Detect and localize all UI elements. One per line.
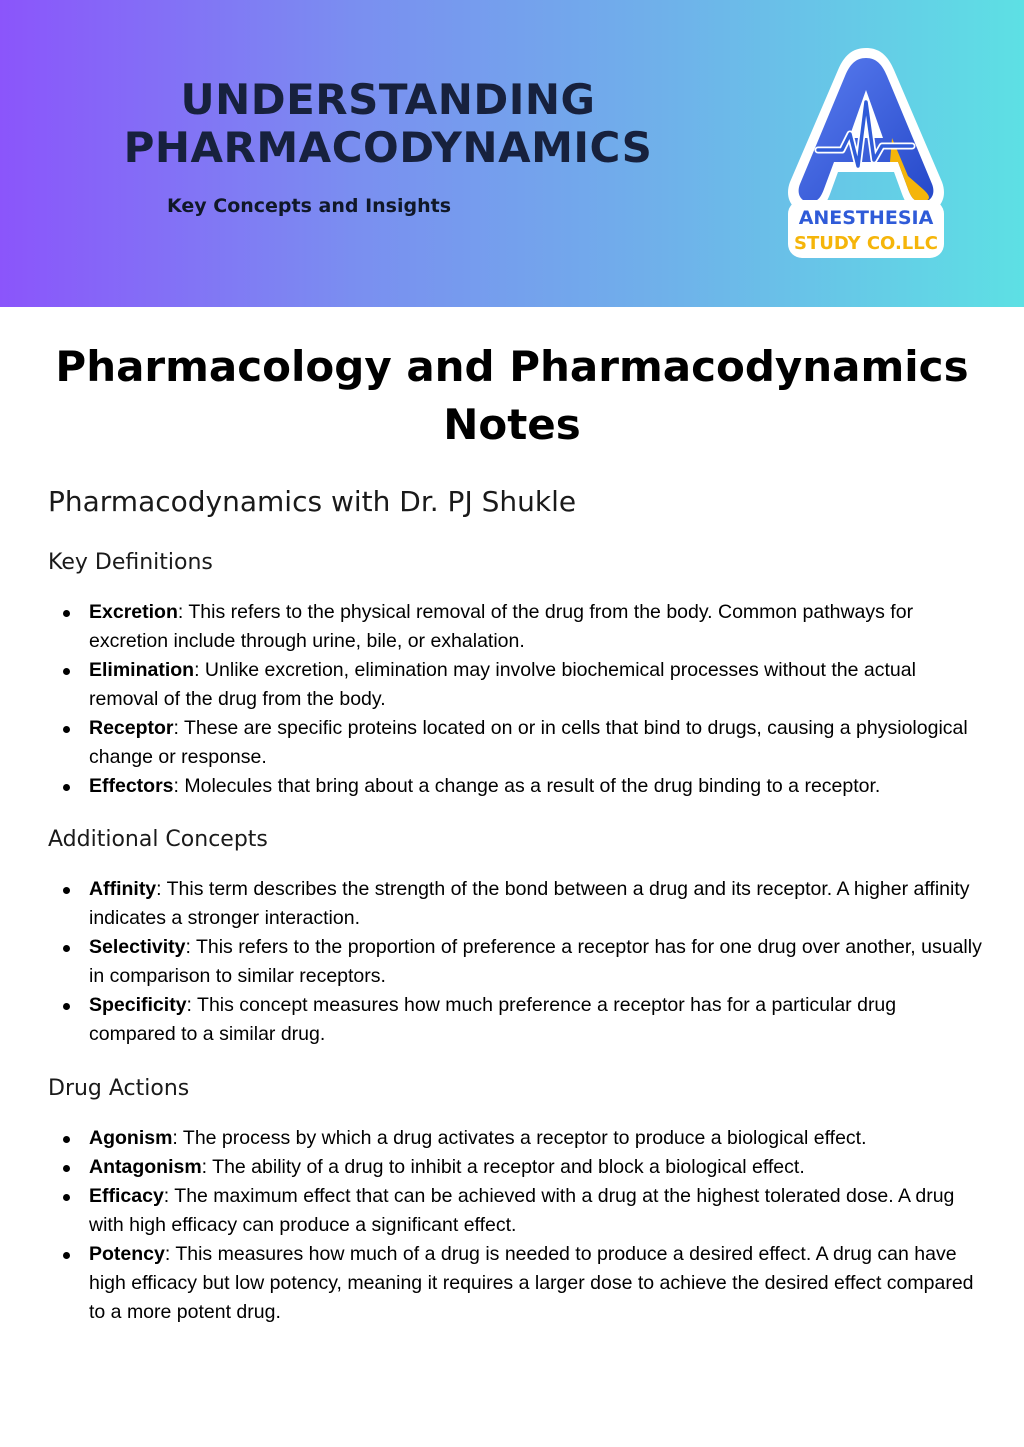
anesthesia-study-logo	[784, 42, 948, 264]
action-term: Antagonism	[89, 1156, 202, 1178]
action-text: : The maximum effect that can be achieved with a drug at the highest tolerated dose. A drug with high efficacy can produce a significant effect.	[89, 1185, 955, 1236]
action-term: Efficacy	[89, 1185, 164, 1207]
banner-subtitle: Key Concepts and Insights	[166, 195, 452, 217]
key-definitions-list	[48, 598, 988, 801]
logo-text-line-2: STUDY CO.LLC	[794, 233, 938, 254]
concept-term: Specificity	[89, 994, 187, 1016]
list-item	[48, 1153, 988, 1182]
concept-text: : This term describes the strength of the bond between a drug and its receptor. A higher affinity indicates a stronger interaction.	[89, 878, 970, 929]
list-item	[48, 1124, 988, 1153]
definition-term: Receptor	[89, 717, 174, 739]
definition-text: : These are specific proteins located on or in cells that bind to drugs, causing a physiological change or response.	[89, 717, 968, 768]
list-item	[48, 1240, 988, 1327]
header-banner	[0, 0, 1024, 307]
list-item	[48, 714, 988, 772]
action-term: Potency	[89, 1243, 165, 1265]
definition-text: : Molecules that bring about a change as a result of the drug binding to a receptor.	[173, 775, 881, 797]
document-title-line-2: Notes	[443, 400, 581, 449]
document-title	[40, 338, 984, 454]
list-item	[48, 772, 988, 801]
letter-a-heartbeat-icon	[788, 48, 944, 212]
logo-text-line-1: ANESTHESIA	[798, 207, 934, 229]
concept-term: Affinity	[89, 878, 157, 900]
action-text: : The process by which a drug activates a receptor to produce a biological effect.	[172, 1127, 867, 1149]
action-term: Agonism	[89, 1127, 173, 1149]
list-item	[48, 933, 988, 991]
concept-text: : This refers to the proportion of preference a receptor has for one drug over another, usually in comparison to similar receptors.	[89, 936, 982, 987]
section-heading-additional-concepts: Additional Concepts	[48, 827, 268, 852]
concept-term: Selectivity	[89, 936, 186, 958]
banner-title-line-2: PHARMACODYNAMICS	[123, 123, 653, 172]
banner-title-line-1: UNDERSTANDING	[180, 75, 596, 124]
concept-text: : This concept measures how much preference a receptor has for a particular drug compared to a similar drug.	[89, 994, 897, 1045]
list-item	[48, 1182, 988, 1240]
document-title-line-1: Pharmacology and Pharmacodynamics	[55, 342, 969, 391]
banner-title	[0, 76, 776, 172]
list-item	[48, 991, 988, 1049]
definition-term: Excretion	[89, 601, 178, 623]
action-text: : This measures how much of a drug is needed to produce a desired effect. A drug can have high efficacy but low potency, meaning it requires a larger dose to achieve the desired effect compared to a more potent drug.	[89, 1243, 974, 1323]
list-item	[48, 875, 988, 933]
document-subtitle: Pharmacodynamics with Dr. PJ Shukle	[48, 485, 577, 518]
action-text: : The ability of a drug to inhibit a receptor and block a biological effect.	[201, 1156, 805, 1178]
list-item	[48, 656, 988, 714]
definition-text: : Unlike excretion, elimination may involve biochemical processes without the actual removal of the drug from the body.	[89, 659, 916, 710]
definition-text: : This refers to the physical removal of the drug from the body. Common pathways for excretion include through urine, bile, or exhalation.	[89, 601, 914, 652]
additional-concepts-list	[48, 875, 988, 1049]
definition-term: Elimination	[89, 659, 195, 681]
drug-actions-list	[48, 1124, 988, 1327]
definition-term: Effectors	[89, 775, 174, 797]
list-item	[48, 598, 988, 656]
section-heading-drug-actions: Drug Actions	[48, 1076, 190, 1101]
section-heading-key-definitions: Key Definitions	[48, 550, 213, 575]
